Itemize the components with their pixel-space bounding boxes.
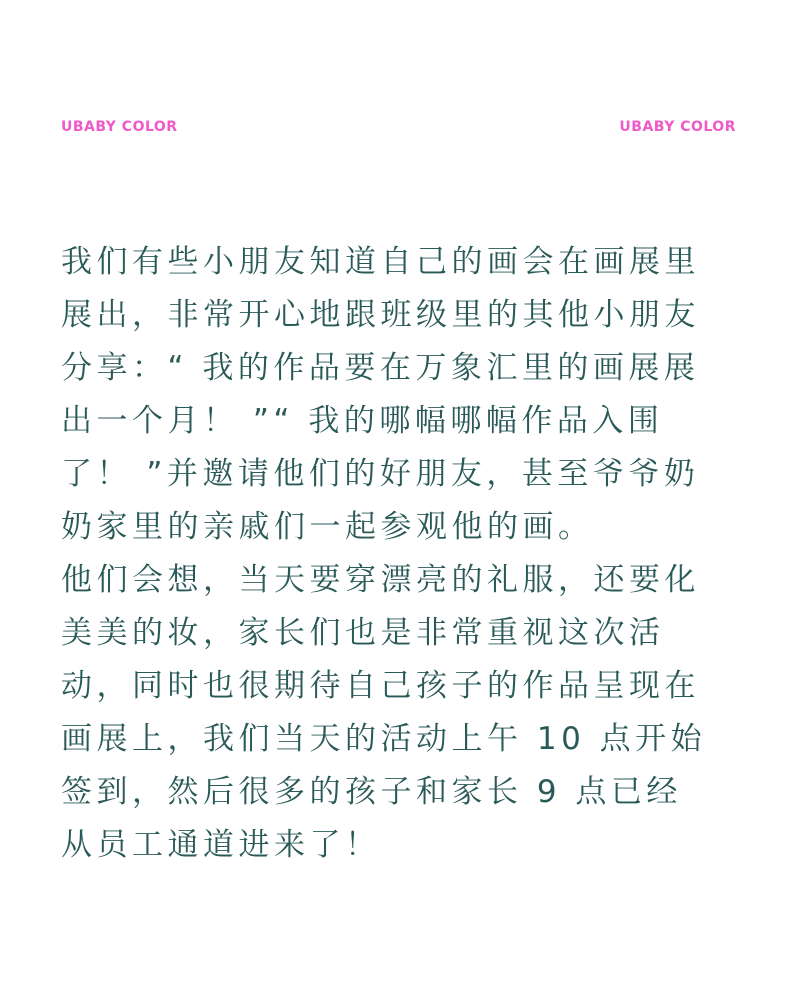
article-paragraph-2: 他们会想，当天要穿漂亮的礼服，还要化美美的妆，家长们也是非常重视这次活动，同时也很期待自己孩子的作品呈现在画展上，我们当天的活动上午 10 点开始签到，然后很多的孩子和家长 9 点已经从员工通道进来了！: [61, 562, 707, 863]
brand-label-left: UBABY COLOR: [61, 119, 178, 135]
brand-label-right: UBABY COLOR: [619, 119, 736, 135]
article-paragraph-1: 我们有些小朋友知道自己的画会在画展里展出，非常开心地跟班级里的其他小朋友分享：“ 我的作品要在万象汇里的画展展出一个月！ ”“ 我的哪幅哪幅作品入围了！ ”并邀请他们的好朋友，甚至爷爷奶奶家里的亲戚们一起参观他的画。: [61, 244, 700, 545]
article-body: [61, 236, 711, 872]
